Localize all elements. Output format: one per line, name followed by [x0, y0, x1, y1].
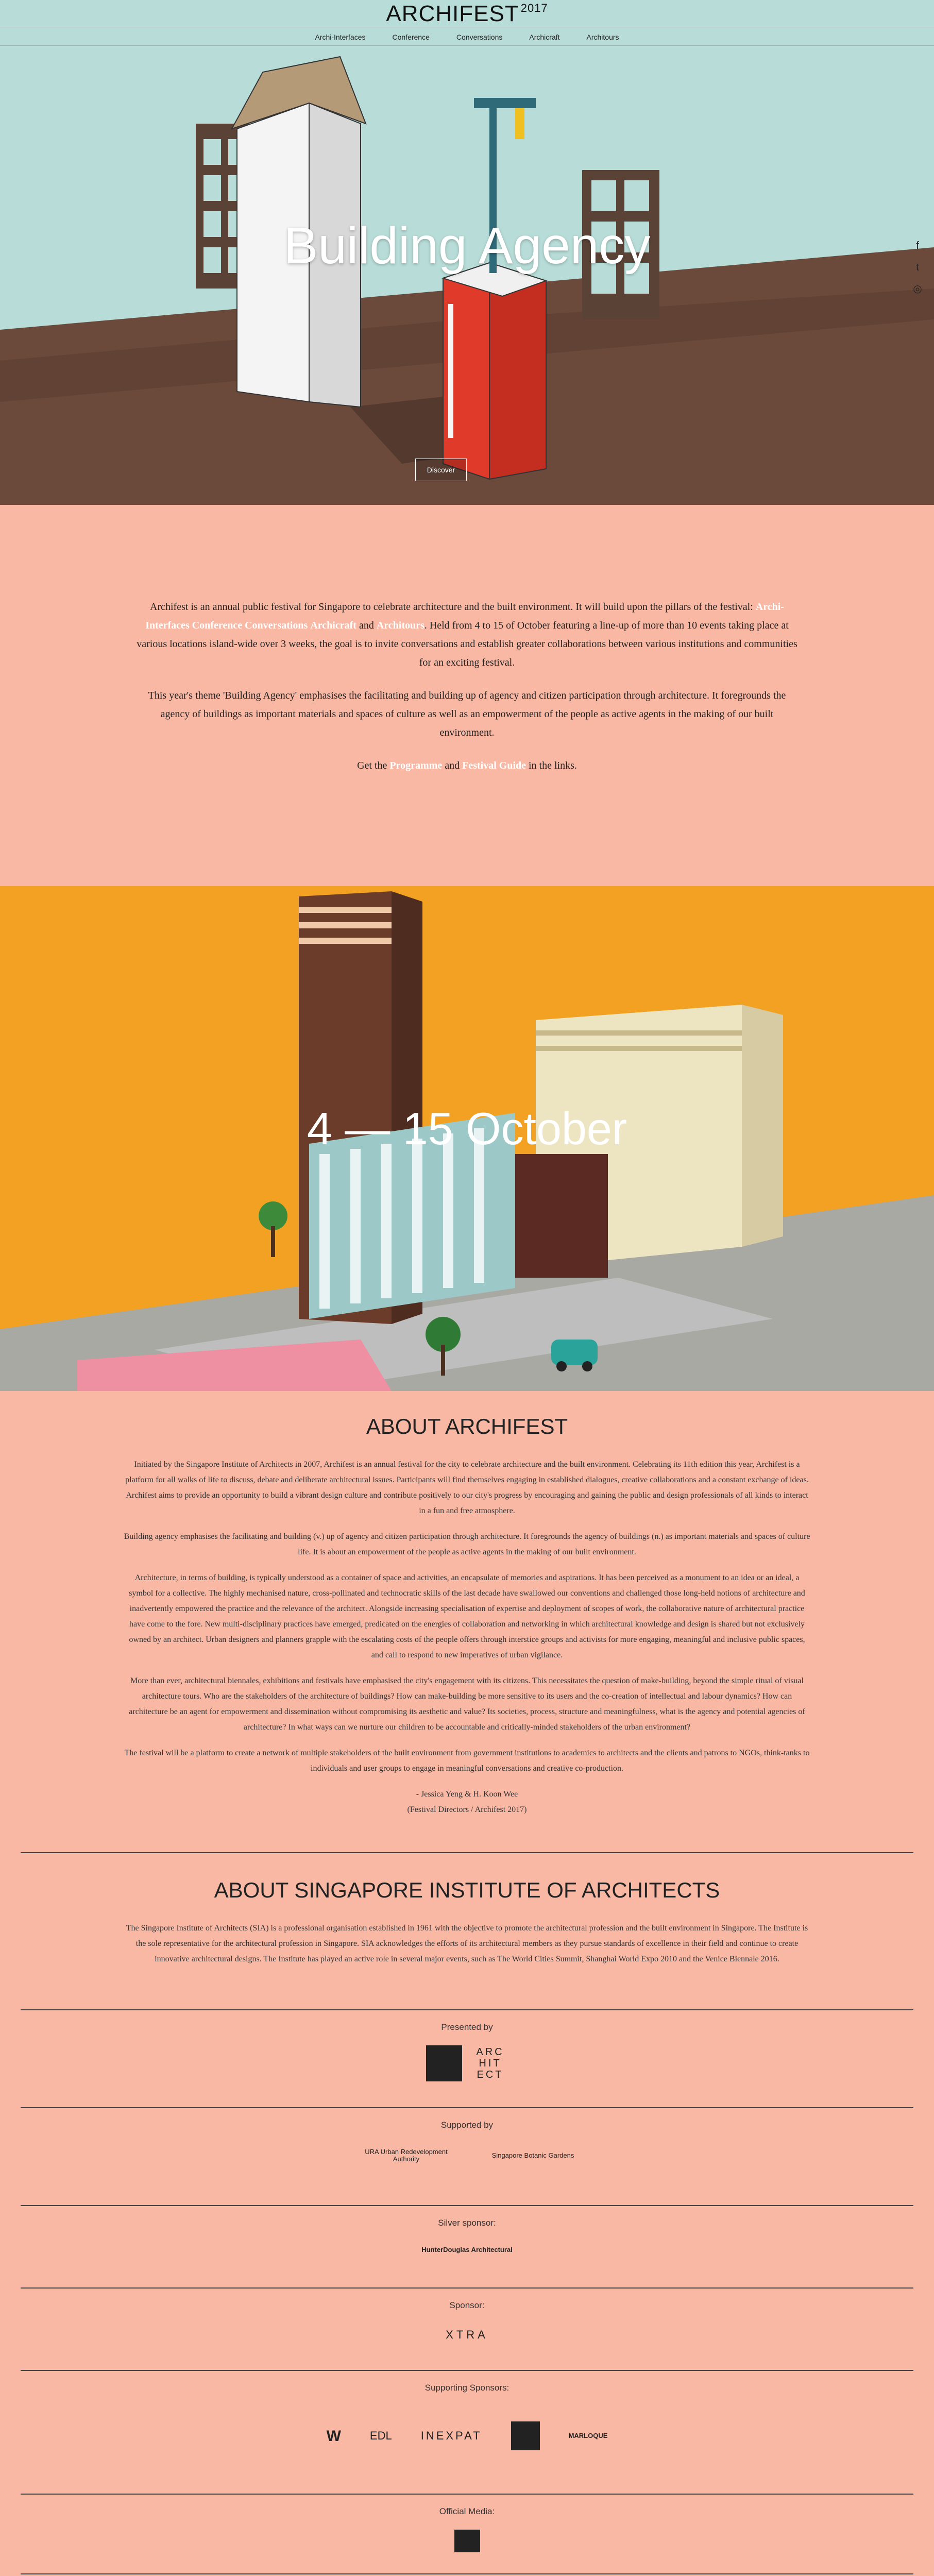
link-programme[interactable]: Programme	[389, 760, 443, 771]
link-architours[interactable]: Architours	[376, 620, 424, 631]
about-sia-title: ABOUT SINGAPORE INSTITUTE OF ARCHITECTS	[214, 1878, 720, 1902]
inexpat-logo[interactable]: INEXPAT	[420, 2429, 482, 2442]
intro-paragraph-1: Archifest is an annual public festival for Singapore to celebrate architecture and the built environment. It will build upon the pillars of the festival: Archi-Interfaces Conference Conversations Archicraft and Architours. Held from 4 to 15 of October featuring a line-up of more than 10 events taking place at various locations island-wide over 3 weeks, the goal is to invite conversations and establish greater collaborations between various institutions and communities for an exciting festival.	[137, 601, 797, 668]
nav-item-conversations[interactable]: Conversations	[456, 33, 503, 41]
site-logo[interactable]: ARCHIFEST $^{2017}$	[386, 1, 548, 26]
intro-paragraph-2: This year's theme 'Building Agency' emphasises the facilitating and building up of agency and citizen participation through architecture. It foregrounds the agency of buildings as important materials and spaces of culture as well as an empowerment of the people as active agents in the making of our built environment.	[148, 690, 786, 738]
section-divider	[21, 1852, 913, 1853]
intro-section	[134, 598, 800, 789]
about-paragraph-2: Building agency emphasises the facilitating and building (v.) up of agency and citizen participation through architecture. It foregrounds the agency of buildings (n.) as important materials and spaces of culture life. It is about an empowerment of the people as active agents in the making of our built environment.	[124, 1532, 810, 1556]
link-festival-guide[interactable]: Festival Guide	[462, 760, 526, 771]
supporting-sponsors-logos	[21, 2421, 913, 2450]
sia-logo[interactable]: ARC HIT ECT	[426, 2045, 508, 2081]
marloque-logo[interactable]: MARLOQUE	[568, 2431, 608, 2439]
sia-paragraph: The Singapore Institute of Architects (SIA) is a professional organisation established in 1961 with the objective to promote the architectural profession and the built environment in Singapore. The Institute is the sole representative for the architectural profession in Singapore. SIA acknowledges the efforts of its architectural members as they pursue standards of excellence in their field and continue to create innovative architectural designs. The Institute has played an active role in several major events, such as The World Cities Summit, Shanghai World Expo 2010 and the Venice Biennale 2016.	[126, 1924, 808, 1963]
section-divider	[21, 2494, 913, 2495]
nav-item-architours[interactable]: Architours	[586, 33, 619, 41]
ura-logo[interactable]: URA Urban Redevelopment Authority	[365, 2148, 448, 2163]
official-media-logo[interactable]	[454, 2530, 480, 2552]
main-nav	[0, 33, 934, 42]
section-divider	[21, 2107, 913, 2108]
link-archicraft[interactable]: Archicraft	[310, 620, 356, 631]
hero-title: Building Agency	[283, 217, 651, 275]
section-divider	[21, 2370, 913, 2371]
supporting-sponsors-heading: Supporting Sponsors:	[424, 2383, 510, 2393]
hunterdouglas-logo[interactable]: HunterDouglas Architectural	[421, 2246, 513, 2253]
dates-section	[0, 886, 934, 1391]
sponsor-heading: Sponsor:	[449, 2300, 485, 2310]
official-media-logos	[21, 2530, 913, 2552]
presented-by-logos	[21, 2045, 913, 2081]
about-signature-role: (Festival Directors / Archifest 2017)	[407, 1805, 527, 1814]
about-paragraph-1: Initiated by the Singapore Institute of Architects in 2007, Archifest is an annual festival for the city to celebrate architecture and the built environment. Celebrating its 11th edition this year, Archifest is a platform for all walks of life to discuss, debate and deliberate architectural issues. Participants will find themselves engaging in established dialogues, creative collaborations and a constant exchange of ideas. Archifest aims to provide an opportunity to build a vibrant design culture and contribute positively to our city's progress by encouraging and gaining the public and design professionals of all kinds to interact in a fun and free atmosphere.	[125, 1460, 809, 1515]
presented-by-heading: Presented by	[441, 2022, 493, 2032]
black-square-logo[interactable]	[511, 2421, 540, 2450]
intro-paragraph-3: Get the Programme and Festival Guide in the links.	[357, 760, 577, 771]
edl-logo[interactable]: EDL	[369, 2429, 392, 2442]
supported-by-logos	[21, 2148, 913, 2163]
official-media-heading: Official Media:	[439, 2506, 495, 2516]
discover-button[interactable]: Discover	[415, 459, 467, 481]
about-signature: - Jessica Yeng & H. Koon Wee	[416, 1790, 518, 1799]
section-divider	[21, 2205, 913, 2206]
about-archifest-body	[124, 1457, 810, 1818]
botanic-gardens-logo[interactable]: Singapore Botanic Gardens	[491, 2151, 574, 2160]
silver-sponsor-heading: Silver sponsor:	[438, 2218, 496, 2228]
w-logo[interactable]: W	[326, 2427, 341, 2445]
about-paragraph-4: More than ever, architectural biennales, exhibitions and festivals have emphasised the city's engagement with its citizens. This necessitates the question of make-building, beyond the simple ritual of visual architecture tours. Who are the stakeholders of the architecture of buildings? How can make-building be more sensitive to its users and the co-creation of intellectual and labour dynamics? How can architecture be an agent for empowerment and dissemination without compromising its aesthetic and value? Its societies, process, structure and meaningfulness, what is the agency and potential agencies of architecture? In what ways can we nurture our children to be accountable and critically-minded stakeholders of the urban environment?	[129, 1676, 805, 1732]
xtra-logo[interactable]: XTRA	[446, 2328, 488, 2341]
section-divider	[21, 2287, 913, 2289]
facebook-icon[interactable]: f	[916, 240, 919, 251]
about-sia-body	[124, 1921, 810, 1977]
silver-sponsor-logos	[21, 2246, 913, 2253]
site-header	[0, 0, 934, 41]
nav-item-archicraft[interactable]: Archicraft	[529, 33, 560, 41]
about-paragraph-3: Architecture, in terms of building, is typically understood as a container of space and activities, an encapsulate of memories and aspirations. It has been perceived as a monument to an idea or an ideal, a symbol for a collective. The highly mechanised nature, cross-pollinated and technocratic skills of the last decade have swallowed our conventions and challenged those long-held notions of architecture and inadvertently empowered the practice and the relevance of the architect. Alongside increasing specialisation of expertise and deployment of scopes of work, the collaborative nature of architectural practice have come to the fore. New multi-disciplinary practices have emerged, predicated on the energies of collaboration and networking in which architectural knowledge and design is shared but not exclusively owned by an architect. Urban designers and planners grapple with the escalating costs of the people offers through interstice groups and activists for more engaging, meaningful and inclusive public spaces, and call to respond to new imperatives of urban vigilance.	[129, 1573, 805, 1659]
link-archi-interfaces[interactable]: Archi-Interfaces	[145, 601, 784, 631]
nav-item-conference[interactable]: Conference	[392, 33, 430, 41]
about-archifest-title: ABOUT ARCHIFEST	[366, 1414, 568, 1438]
link-conference[interactable]: Conference	[192, 620, 243, 631]
nav-item-archi-interfaces[interactable]: Archi-Interfaces	[315, 33, 366, 41]
sponsor-logos	[21, 2329, 913, 2341]
supported-by-heading: Supported by	[440, 2120, 494, 2130]
twitter-icon[interactable]: t	[916, 262, 919, 273]
festival-dates-title: 4 — 15 October	[307, 1103, 627, 1154]
header-rule-bottom	[0, 45, 934, 46]
about-paragraph-5: The festival will be a platform to create a network of multiple stakeholders of the built environment from government institutions to academics to architects and the clients and patrons to NGOs, think-tanks to individuals and user groups to engage in meaningful conversations and creative co-production.	[124, 1749, 810, 1773]
link-conversations[interactable]: Conversations	[245, 620, 308, 631]
section-divider	[21, 2573, 913, 2574]
section-divider	[21, 2009, 913, 2010]
social-links	[911, 239, 925, 304]
instagram-icon[interactable]: ◎	[913, 283, 922, 295]
